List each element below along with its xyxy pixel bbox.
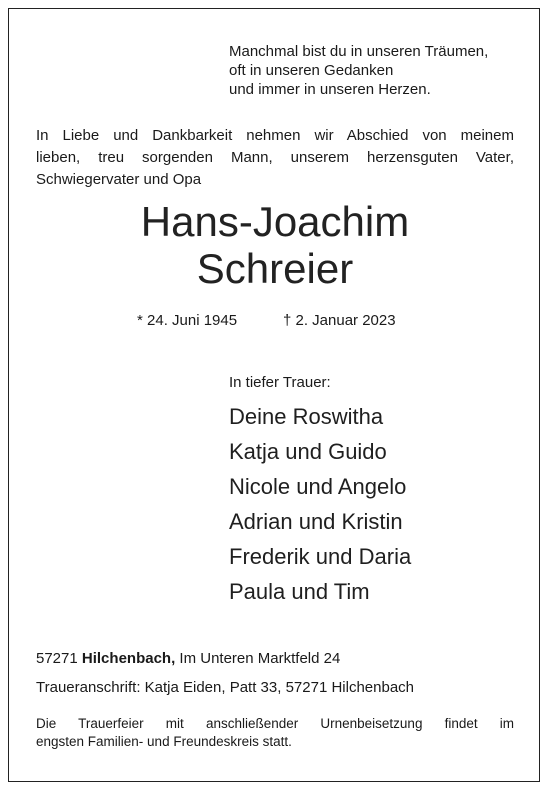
death-date: † 2. Januar 2023 [283, 312, 396, 329]
intro-line: Schwiegervater und Opa [36, 171, 202, 188]
mourner-name: Deine Roswitha [229, 404, 384, 429]
address-city: Hilchenbach, [81, 650, 176, 667]
intro-line: lieben, treu sorgenden Mann, unserem herzensguten Vater, [36, 149, 514, 166]
poem-verse [229, 42, 488, 99]
family-address [36, 650, 340, 668]
notice-line: Die Trauerfeier mit anschließender Urnenbeisetzung findet im [36, 716, 514, 731]
mourner-name: Katja und Guido [229, 439, 387, 464]
mourner-name: Nicole und Angelo [229, 474, 407, 499]
mourner-name: Frederik und Daria [229, 544, 412, 569]
address-postcode: 57271 [36, 650, 78, 667]
farewell-intro [36, 125, 514, 191]
poem-line: oft in unseren Gedanken [229, 62, 394, 79]
mourner-name: Adrian und Kristin [229, 509, 403, 534]
birth-date: * 24. Juni 1945 [137, 312, 238, 329]
deceased-last-name: Schreier [196, 245, 354, 292]
intro-line: In Liebe und Dankbarkeit nehmen wir Abschied von meinem [36, 127, 514, 144]
notice-line: engsten Familien- und Freundeskreis statt. [36, 734, 292, 749]
funeral-notice [36, 715, 514, 751]
poem-line: Manchmal bist du in unseren Träumen, [229, 43, 489, 60]
deceased-first-name: Hans-Joachim [140, 198, 410, 245]
condolence-address: Traueranschrift: Katja Eiden, Patt 33, 57271 Hilchenbach [36, 679, 415, 696]
mourning-label: In tiefer Trauer: [229, 374, 331, 391]
poem-line: und immer in unseren Herzen. [229, 81, 431, 98]
mourners-list [229, 399, 411, 609]
deceased-name [0, 198, 550, 292]
address-street: Im Unteren Marktfeld 24 [179, 650, 341, 667]
mourner-name: Paula und Tim [229, 579, 370, 604]
